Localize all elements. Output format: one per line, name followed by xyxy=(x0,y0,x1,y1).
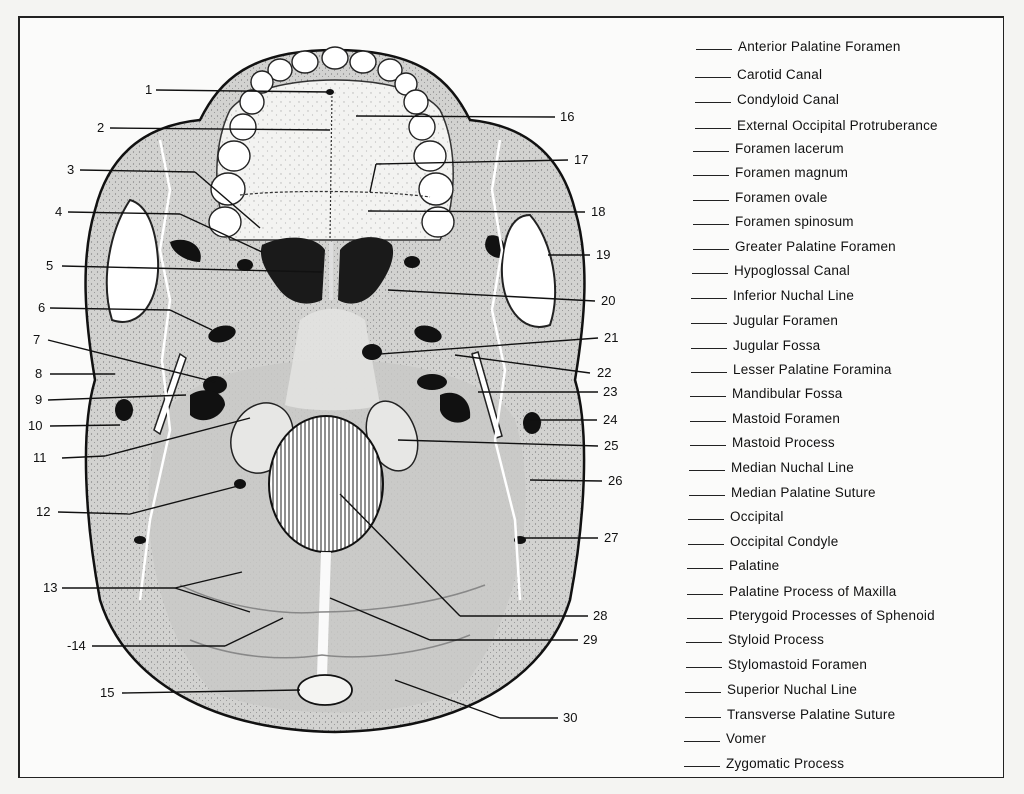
term-item xyxy=(691,335,820,355)
term-item xyxy=(686,629,824,649)
term-item xyxy=(690,432,835,452)
term-label: Foramen spinosum xyxy=(735,213,854,229)
answer-blank[interactable] xyxy=(693,249,729,250)
answer-blank[interactable] xyxy=(690,421,726,422)
term-label: Occipital xyxy=(730,508,784,524)
answer-blank[interactable] xyxy=(695,128,731,129)
answer-blank[interactable] xyxy=(684,741,720,742)
answer-blank[interactable] xyxy=(691,348,727,349)
term-item xyxy=(690,408,840,428)
label-21: 21 xyxy=(604,330,619,345)
label-14: -14 xyxy=(67,638,86,653)
label-27: 27 xyxy=(604,530,619,545)
label-2: 2 xyxy=(97,120,105,135)
label-22: 22 xyxy=(597,365,612,380)
term-item xyxy=(689,457,854,477)
answer-blank[interactable] xyxy=(693,175,729,176)
term-label: Pterygoid Processes of Sphenoid xyxy=(729,607,935,623)
label-24: 24 xyxy=(603,412,618,427)
term-item xyxy=(693,211,854,231)
term-item xyxy=(691,285,854,305)
label-30: 30 xyxy=(563,710,578,725)
answer-blank[interactable] xyxy=(690,396,726,397)
term-label: Zygomatic Process xyxy=(726,755,845,771)
term-item xyxy=(690,383,843,403)
term-label: Inferior Nuchal Line xyxy=(733,287,855,303)
answer-blank[interactable] xyxy=(689,495,725,496)
term-item xyxy=(688,531,838,551)
label-25: 25 xyxy=(604,438,619,453)
term-label: Lesser Palatine Foramina xyxy=(733,361,892,377)
term-label: Jugular Foramen xyxy=(733,312,839,328)
label-3: 3 xyxy=(67,162,75,177)
answer-blank[interactable] xyxy=(687,594,723,595)
label-20: 20 xyxy=(601,293,616,308)
answer-blank[interactable] xyxy=(695,77,731,78)
term-item xyxy=(687,555,779,575)
term-label: Transverse Palatine Suture xyxy=(727,706,896,722)
answer-blank[interactable] xyxy=(686,667,722,668)
term-label: Jugular Fossa xyxy=(733,337,821,353)
term-item xyxy=(693,236,896,256)
label-13: 13 xyxy=(43,580,58,595)
label-15: 15 xyxy=(100,685,115,700)
term-item xyxy=(691,310,838,330)
term-item xyxy=(687,605,935,625)
term-label: Median Nuchal Line xyxy=(731,459,854,475)
term-item xyxy=(696,36,901,56)
label-28: 28 xyxy=(593,608,608,623)
answer-blank[interactable] xyxy=(687,618,723,619)
term-item xyxy=(685,704,895,724)
term-item xyxy=(695,89,839,109)
label-16: 16 xyxy=(560,109,575,124)
term-label: Mandibular Fossa xyxy=(732,385,843,401)
term-label: Stylomastoid Foramen xyxy=(728,656,868,672)
term-label: Superior Nuchal Line xyxy=(727,681,858,697)
label-5: 5 xyxy=(46,258,54,273)
answer-blank[interactable] xyxy=(690,445,726,446)
label-23: 23 xyxy=(603,384,618,399)
term-item xyxy=(692,260,850,280)
term-item xyxy=(693,187,828,207)
answer-blank[interactable] xyxy=(686,642,722,643)
label-29: 29 xyxy=(583,632,598,647)
term-label: Mastoid Foramen xyxy=(732,410,841,426)
answer-blank[interactable] xyxy=(693,200,729,201)
label-18: 18 xyxy=(591,204,606,219)
answer-blank[interactable] xyxy=(693,151,729,152)
term-label: Styloid Process xyxy=(728,631,825,647)
term-item xyxy=(693,162,848,182)
answer-blank[interactable] xyxy=(687,568,723,569)
label-9: 9 xyxy=(35,392,43,407)
term-label: Carotid Canal xyxy=(737,66,823,82)
answer-blank[interactable] xyxy=(685,717,721,718)
answer-blank[interactable] xyxy=(691,372,727,373)
term-label: Greater Palatine Foramen xyxy=(735,238,896,254)
foramen-magnum xyxy=(269,416,383,552)
label-26: 26 xyxy=(608,473,623,488)
term-label: Palatine Process of Maxilla xyxy=(729,583,897,599)
label-4: 4 xyxy=(55,204,63,219)
answer-blank[interactable] xyxy=(691,298,727,299)
answer-blank[interactable] xyxy=(695,102,731,103)
label-12: 12 xyxy=(36,504,51,519)
term-item xyxy=(688,506,784,526)
answer-blank[interactable] xyxy=(691,323,727,324)
label-11: 11 xyxy=(33,450,47,465)
label-19: 19 xyxy=(596,247,611,262)
term-label: External Occipital Protruberance xyxy=(737,117,938,133)
term-label: Vomer xyxy=(726,730,767,746)
answer-blank[interactable] xyxy=(684,766,720,767)
term-item xyxy=(684,753,844,773)
term-label: Condyloid Canal xyxy=(737,91,840,107)
answer-blank[interactable] xyxy=(688,544,724,545)
answer-blank[interactable] xyxy=(685,692,721,693)
term-label: Foramen lacerum xyxy=(735,140,844,156)
external-occipital-protuberance xyxy=(298,675,352,705)
answer-blank[interactable] xyxy=(696,49,732,50)
term-item xyxy=(685,679,857,699)
term-item xyxy=(695,64,822,84)
term-item xyxy=(684,728,766,748)
term-label: Palatine xyxy=(729,557,780,573)
label-17: 17 xyxy=(574,152,589,167)
term-item xyxy=(689,482,876,502)
answer-blank[interactable] xyxy=(689,470,725,471)
label-6: 6 xyxy=(38,300,46,315)
term-label: Median Palatine Suture xyxy=(731,484,876,500)
median-nuchal-line xyxy=(322,552,326,676)
term-label: Mastoid Process xyxy=(732,434,835,450)
label-1: 1 xyxy=(145,82,153,97)
term-item xyxy=(687,581,896,601)
answer-blank[interactable] xyxy=(688,519,724,520)
term-item xyxy=(691,359,892,379)
term-label: Occipital Condyle xyxy=(730,533,839,549)
label-10: 10 xyxy=(28,418,43,433)
label-7: 7 xyxy=(33,332,41,347)
term-item xyxy=(693,138,844,158)
label-8: 8 xyxy=(35,366,43,381)
term-label: Hypoglossal Canal xyxy=(734,262,850,278)
term-label: Foramen ovale xyxy=(735,189,828,205)
answer-blank[interactable] xyxy=(693,224,729,225)
answer-blank[interactable] xyxy=(692,273,728,274)
term-item xyxy=(686,654,867,674)
term-label: Foramen magnum xyxy=(735,164,849,180)
term-item xyxy=(695,115,938,135)
term-label: Anterior Palatine Foramen xyxy=(738,38,901,54)
